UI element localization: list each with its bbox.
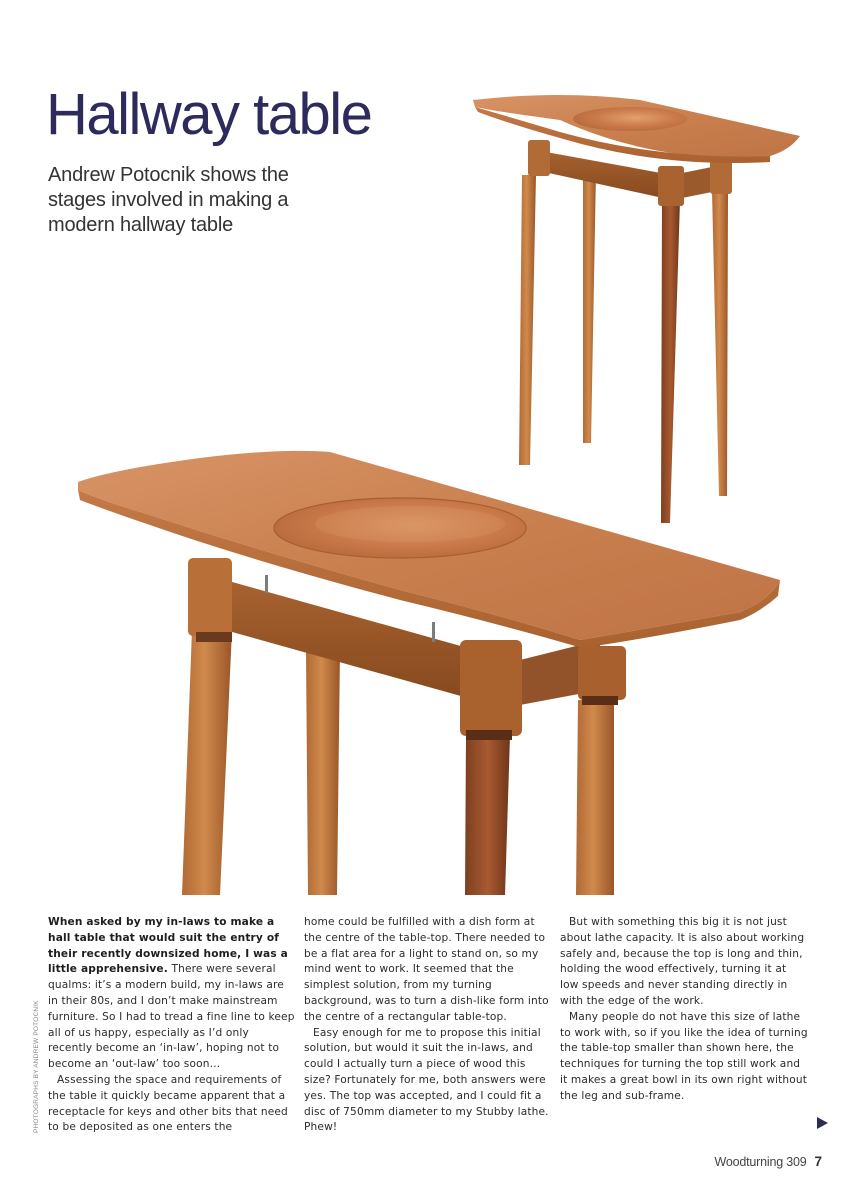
photo-credit: PHOTOGRAPHS BY ANDREW POTOCNIK [33,1000,40,1133]
article-standfirst: Andrew Potocnik shows the stages involved in making a modern hallway table [48,164,289,236]
hallway-table-closeup [78,451,780,895]
hallway-table-full-view [473,95,800,523]
body-column-1 [48,915,296,1136]
paragraph: Assessing the space and requirements of the table it quickly became apparent that a receptacle for keys and other bits that need to be deposited as one enters the [48,1073,288,1134]
page-number: 7 [814,1154,822,1169]
publication-name: Woodturning 309 [714,1155,807,1169]
body-column-2 [304,915,552,1136]
paragraph: When asked by my in-laws to make a hall table that would suit the entry of their recently downsized home, I was a little apprehensive. There were several qualms: it’s a modern build, my in-laws are in their 80s, and I don’t make mainstream furniture. So I had to tread a fine line to keep all of us happy, especially as I’d only recently become an ‘in-law’, hoping not to become an ‘out-law’ too soon… [48,916,295,1071]
article-title: Hallway table [46,82,372,147]
paragraph: But with something this big it is not just about lathe capacity. It is also about working safely and, because the top is long and thin, holding the wood effectively, turning it at low speeds and never standing directly in with the edge of the work. [560,916,805,1007]
paragraph: Easy enough for me to propose this initial solution, but would it suit the in-laws, and could I actually turn a piece of wood this size? Fortunately for me, both answers were yes. The top was accepted, and I could fit a disc of 750mm diameter to my Stubby lathe. Phew! [304,1026,549,1134]
page-footer [715,1154,823,1169]
lead-in: When asked by my in-laws to make a hall table that would suit the entry of their recently downsized home, I was a little apprehensive. [48,916,288,976]
right-triangle-icon [817,1117,828,1129]
body-column-3 [560,915,808,1105]
paragraph: Many people do not have this size of lathe to work with, so if you like the idea of turning the table-top smaller than shown here, the techniques for turning the top still work and it makes a great bowl in its own right without the leg and sub-frame. [560,1010,808,1102]
paragraph: home could be fulfilled with a dish form at the centre of the table-top. There needed to be a flat area for a light to stand on, so my mind went to work. It seemed that the simplest solution, from my turning background, was to turn a dish-like form into the centre of a rectangular table-top. [304,916,549,1023]
